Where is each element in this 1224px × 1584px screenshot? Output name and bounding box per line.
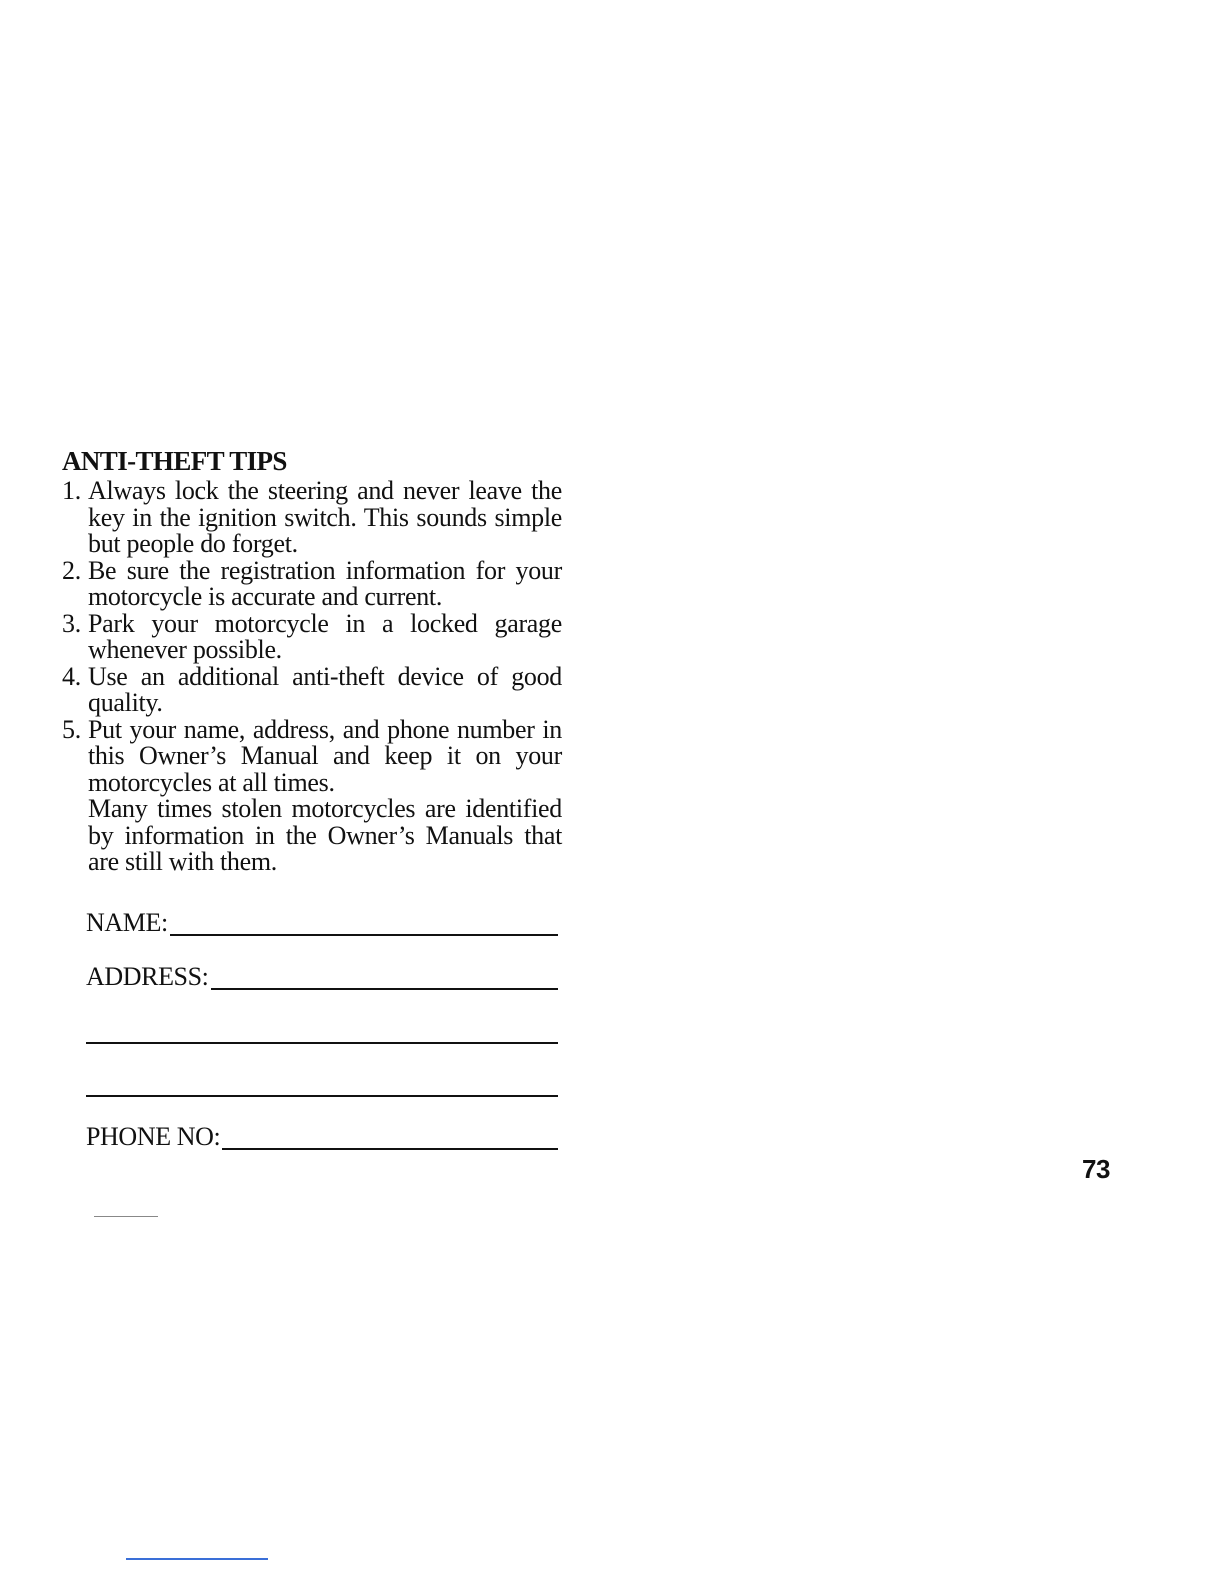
tip-text: Be sure the registration information for your motorcycle is accurate and current. <box>88 555 562 611</box>
tip-text: Put your name, address, and phone number in this Owner’s Manual and keep it on your motorcycles at all times. <box>88 714 562 797</box>
tip-text: Always lock the steering and never leave the key in the ignition switch. This sounds simple but people do forget. <box>88 476 562 558</box>
address-input-line[interactable] <box>211 988 559 990</box>
tips-list <box>62 478 562 876</box>
address-field[interactable] <box>86 952 558 992</box>
tip-note: Many times stolen motorcycles are identified by information in the Owner’s Manuals that are still with them. <box>88 794 562 876</box>
tip-number: 3. <box>62 608 81 638</box>
tip-number: 5. <box>62 714 81 744</box>
tip-text: Use an additional anti-theft device of good quality. <box>88 661 562 717</box>
tip-number: 4. <box>62 661 81 691</box>
tip-item <box>62 661 562 717</box>
name-label: NAME: <box>86 908 168 937</box>
tip-item <box>62 714 562 876</box>
tip-item <box>62 555 562 611</box>
name-field[interactable] <box>86 898 558 938</box>
anti-theft-section <box>62 446 562 876</box>
tip-item <box>62 478 562 558</box>
tip-number: 1. <box>62 476 81 505</box>
name-input-line[interactable] <box>170 934 558 936</box>
tip-item <box>62 608 562 664</box>
page-number: 73 <box>1082 1154 1110 1184</box>
address-line-3[interactable] <box>86 1095 558 1097</box>
address-line-2[interactable] <box>86 1042 558 1044</box>
phone-label: PHONE NO: <box>86 1122 221 1151</box>
tip-text: Park your motorcycle in a locked garage whenever possible. <box>88 608 562 664</box>
address-label: ADDRESS: <box>86 962 209 991</box>
tip-body <box>88 714 562 876</box>
phone-input-line[interactable] <box>222 1148 558 1150</box>
bottom-rule <box>126 1558 268 1560</box>
phone-field[interactable] <box>86 1112 558 1152</box>
scan-artifact-line <box>94 1216 158 1217</box>
tip-number: 2. <box>62 555 81 585</box>
section-heading: ANTI-THEFT TIPS <box>62 446 287 476</box>
